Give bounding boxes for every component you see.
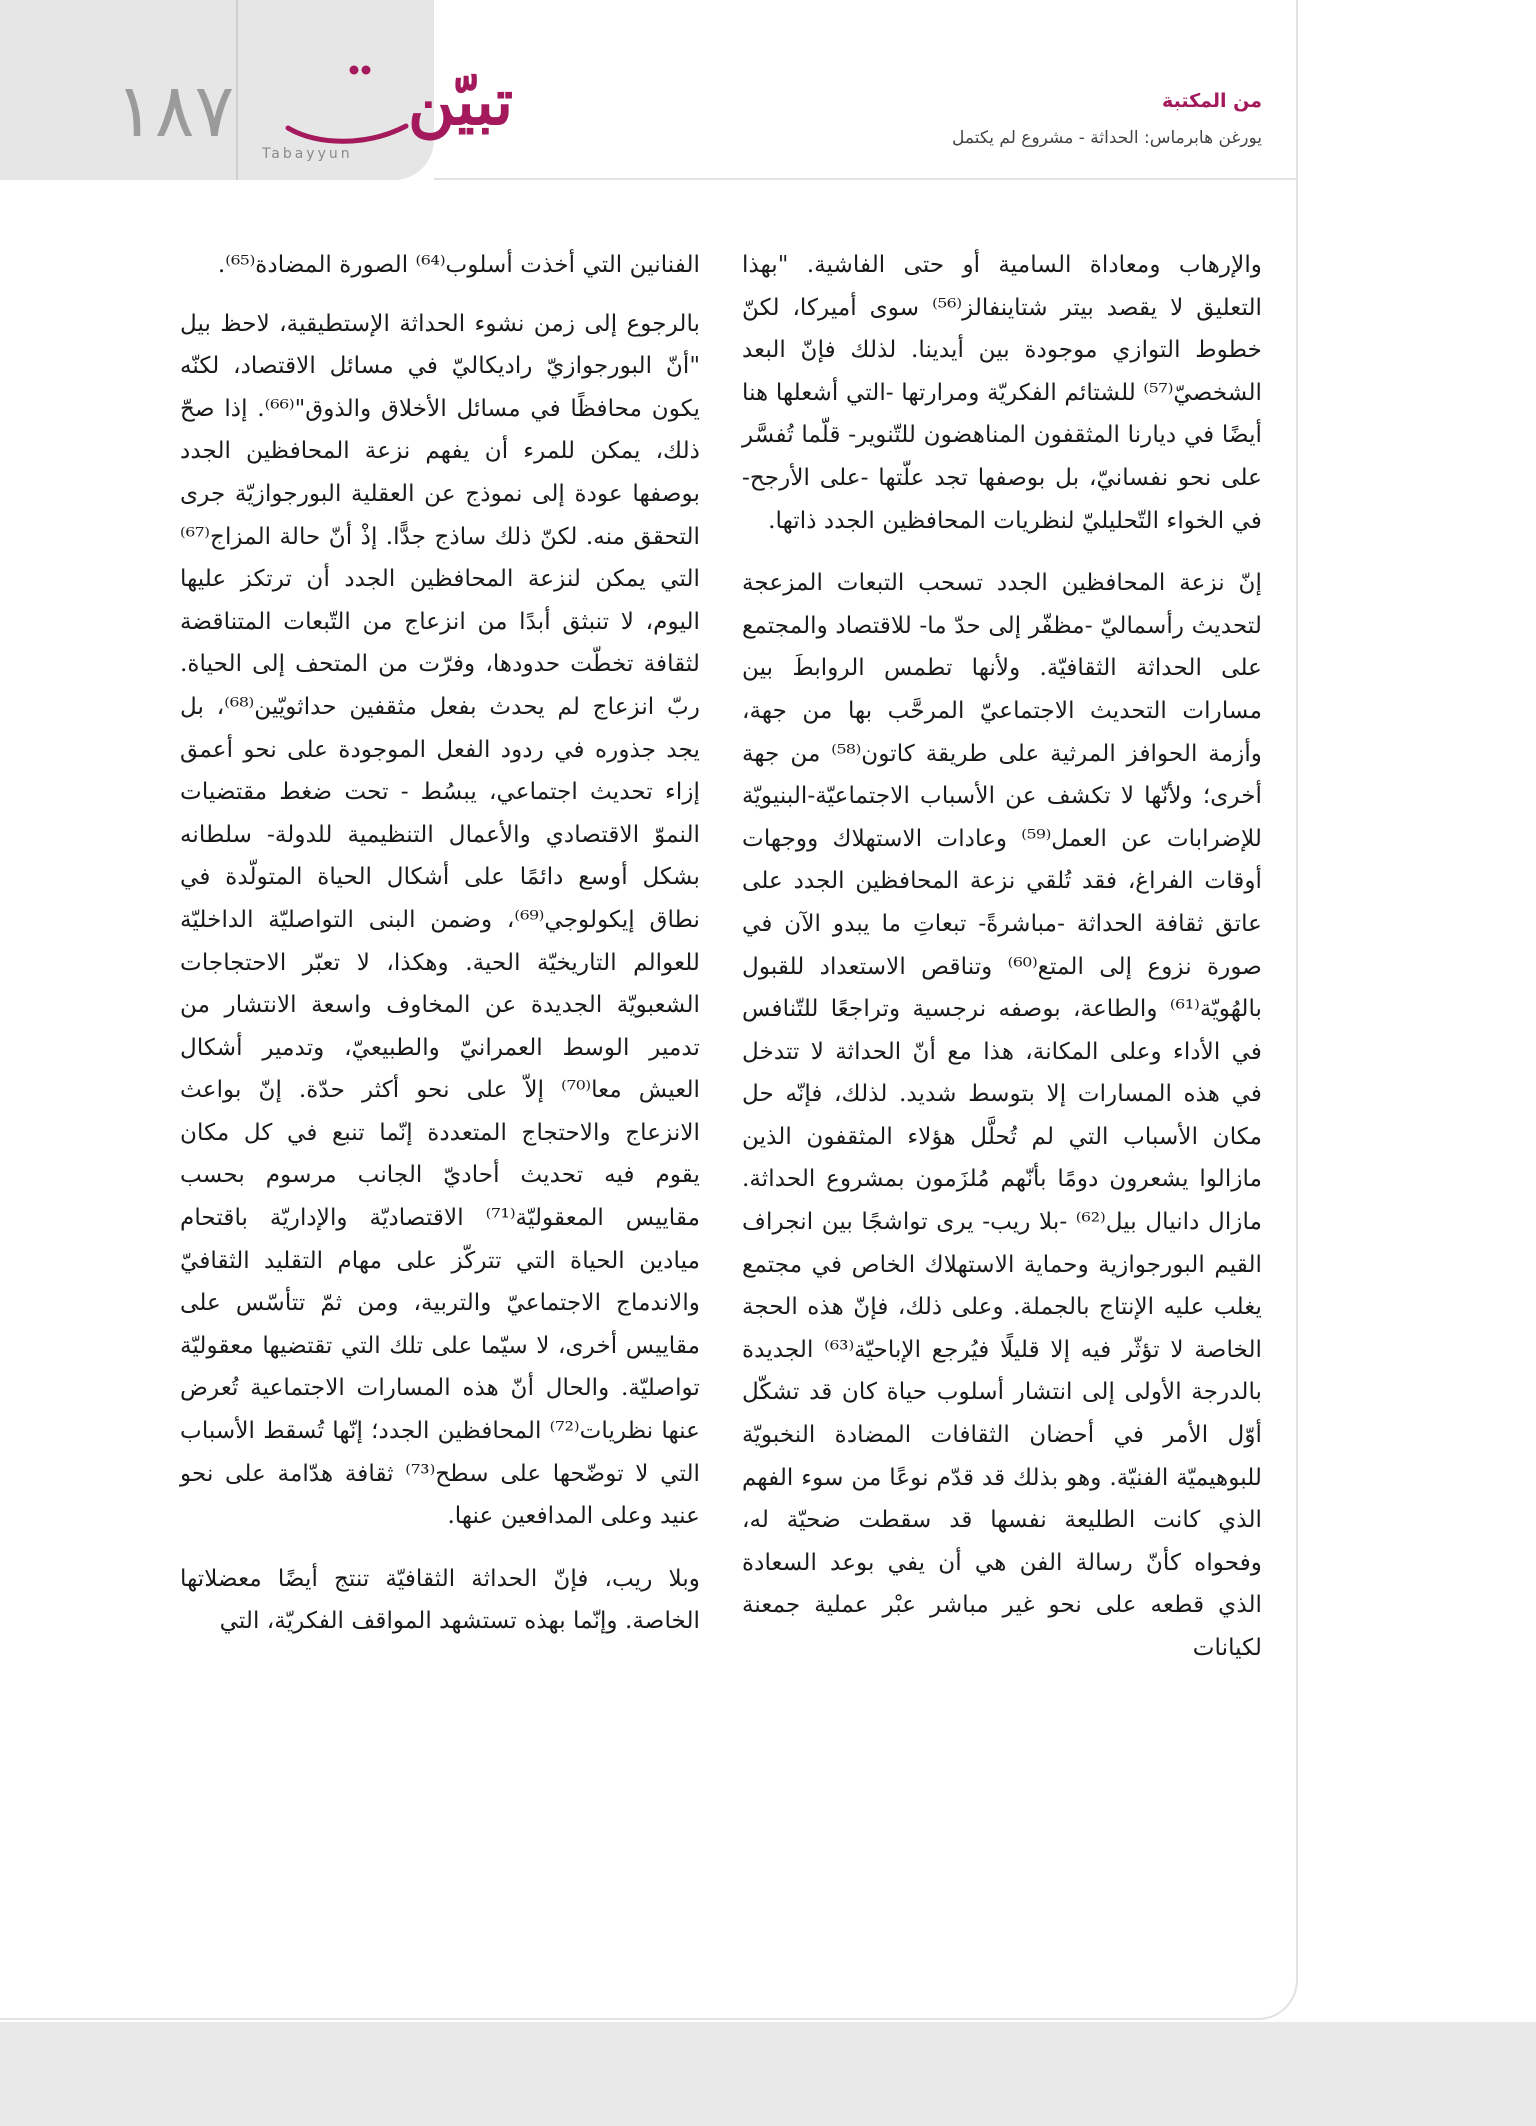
page-number: ١٨٧ [115, 68, 235, 154]
page-footer-band [0, 2022, 1536, 2126]
logo-arabic-text: تبيّن [408, 65, 514, 140]
paragraph: وبلا ريب، فإنّ الحداثة الثقافيّة تنتج أيضًا معضلاتها الخاصة. وإنّما بهذه تستشهد المواقف الفكريّة، التي [180, 1564, 700, 1635]
article-title: يورغن هابرماس: الحداثة - مشروع لم يكتمل [952, 128, 1262, 148]
paragraph: الفنانين التي أخذت أسلوب⁽⁶⁴⁾ الصورة المضادة⁽⁶⁵⁾. [217, 251, 700, 278]
logo-latin-text: Tabayyun [262, 146, 353, 162]
paragraph: إنّ نزعة المحافظين الجدد تسحب التبعات المزعجة لتحديث رأسماليّ -مظفّر إلى حدّ ما- للاقتصاد والمجتمع على الحداثة الثقافيّة. ولأنها تطمس الروابطَ بين مسارات التحديث الاجتماعيّ المرحَّب بها من جهة، وأزمة الحوافز المرثية على طريقة كاتون⁽⁵⁸⁾ من جهة أخرى؛ ولأنّها لا تكشف عن الأسباب الاجتماعيّة-البنيويّة للإضرابات عن العمل⁽⁵⁹⁾ وعادات الاستهلاك ووجهات أوقات الفراغ، فقد تُلقي نزعة المحافظين الجدد على عاتق ثقافة الحداثة -مباشرةً- تبعاتِ ما يبدو الآن في صورة نزوع إلى المتع⁽⁶⁰⁾ وتناقص الاستعداد للقبول بالهُويّة⁽⁶¹⁾ والطاعة، بوصفه نرجسية وتراجعًا للتّنافس في الأداء وعلى المكانة، هذا مع أنّ الحداثة لا تتدخل في هذه المسارات إلا بتوسط شديد. لذلك، فإنّه حل مكان الأسباب التي لم تُحلَّل هؤلاء المثقفون الذين مازالوا يشعرون دومًا بأنّهم مُلزَمون بمشروع الحداثة. مازال دانيال بيل⁽⁶²⁾ -بلا ريب- يرى تواشجًا بين انجراف القيم البورجوازية وحماية الاستهلاك الخاص في مجتمع يغلب عليه الإنتاج بالجملة. وعلى ذلك، فإنّ هذه الحجة الخاصة لا تؤثّر فيه إلا قليلًا فيُرجع الإباحيّة⁽⁶³⁾ الجديدة بالدرجة الأولى إلى انتشار أسلوب حياة كان قد تشكّل أوّل الأمر في أحضان الثقافات المضادة النخبويّة للبوهيميّة الفنيّة. وهو بذلك قد قدّم نوعًا من سوء الفهم الذي كانت الطليعة نفسها قد سقطت ضحيّة له، وفحواه كأنّ رسالة الفن هي أن يفي بوعد السعادة الذي قطعه على نحو غير مباشر عبْر عملية جمعنة لكيانات [742, 569, 1262, 1661]
header-rule [434, 178, 1298, 180]
paragraph: بالرجوع إلى زمن نشوء الحداثة الإستطيقية، لاحظ بيل "أنّ البورجوازيّ راديكاليّ في مسائل الاقتصاد، لكنّه يكون محافظًا في مسائل الأخلاق والذوق"⁽⁶⁶⁾. إذا صحّ ذلك، يمكن للمرء أن يفهم نزعة المحافظين الجدد بوصفها عودة إلى نموذج عن العقلية البورجوازيّة جرى التحقق منه. لكنّ ذلك ساذج جدًّا. إذْ أنّ حالة المزاج⁽⁶⁷⁾ التي يمكن لنزعة المحافظين الجدد أن ترتكز عليها اليوم، لا تنبثق أبدًا من انزعاج من التّبعات المتناقضة لثقافة تخطّت حدودها، وفرّت من المتحف إلى الحياة. ربّ انزعاج لم يحدث بفعل مثقفين حداثويّين⁽⁶⁸⁾، بل يجد جذوره في ردود الفعل الموجودة على نحو أعمق إزاء تحديث اجتماعي، يبسُط - تحت ضغط مقتضيات النموّ الاقتصادي والأعمال التنظيمية للدولة- سلطانه بشكل أوسع دائمًا على أشكال الحياة المتولّدة في نطاق إيكولوجي⁽⁶⁹⁾، وضمن البنى التواصليّة الداخليّة للعوالم التاريخيّة الحية. وهكذا، لا تعبّر الاحتجاجات الشعبويّة الجديدة عن المخاوف واسعة الانتشار من تدمير الوسط العمرانيّ والطبيعيّ، وتدمير أشكال العيش معا⁽⁷⁰⁾ إلاّ على نحو أكثر حدّة. إنّ بواعث الانزعاج والاحتجاج المتعددة إنّما تنبع في كل مكان يقوم فيه تحديث أحاديّ الجانب مرسوم بحسب مقاييس المعقوليّة⁽⁷¹⁾ الاقتصاديّة والإداريّة باقتحام ميادين الحياة التي تتركّز على مهام التقليد الثقافيّ والاندماج الاجتماعيّ والتربية، ومن ثمّ تتأسّس على مقاييس أخرى، لا سيّما على تلك التي تقتضيها معقوليّة تواصليّة. والحال أنّ هذه المسارات الاجتماعية تُعرض عنها نظريات⁽⁷²⁾ المحافظين الجدد؛ إنّها تُسقط الأسباب التي لا توضّحها على سطح⁽⁷³⁾ ثقافة هدّامة على نحو عنيد وعلى المدافعين عنها. [180, 309, 700, 1530]
text-column-left [180, 244, 700, 1663]
text-column-right [742, 244, 1262, 1690]
paragraph: والإرهاب ومعاداة السامية أو حتى الفاشية. "بهذا التعليق لا يقصد بيتر شتاينفالز⁽⁵⁶⁾ سوى أميركا، لكنّ خطوط التوازي موجودة بين أيدينا. لذلك فإنّ البعد الشخصيّ⁽⁵⁷⁾ للشتائم الفكريّة ومرارتها -التي أشعلها هنا أيضًا في ديارنا المثقفون المناهضون للتّنوير- قلّما تُفسَّر على نحو نفسانيّ، بل بوصفها تجد علّتها -على الأرجح- في الخواء التّحليليّ لنظريات المحافظين الجدد ذاتها. [742, 251, 1262, 534]
header-divider [236, 0, 238, 180]
section-label: من المكتبة [1162, 90, 1262, 112]
